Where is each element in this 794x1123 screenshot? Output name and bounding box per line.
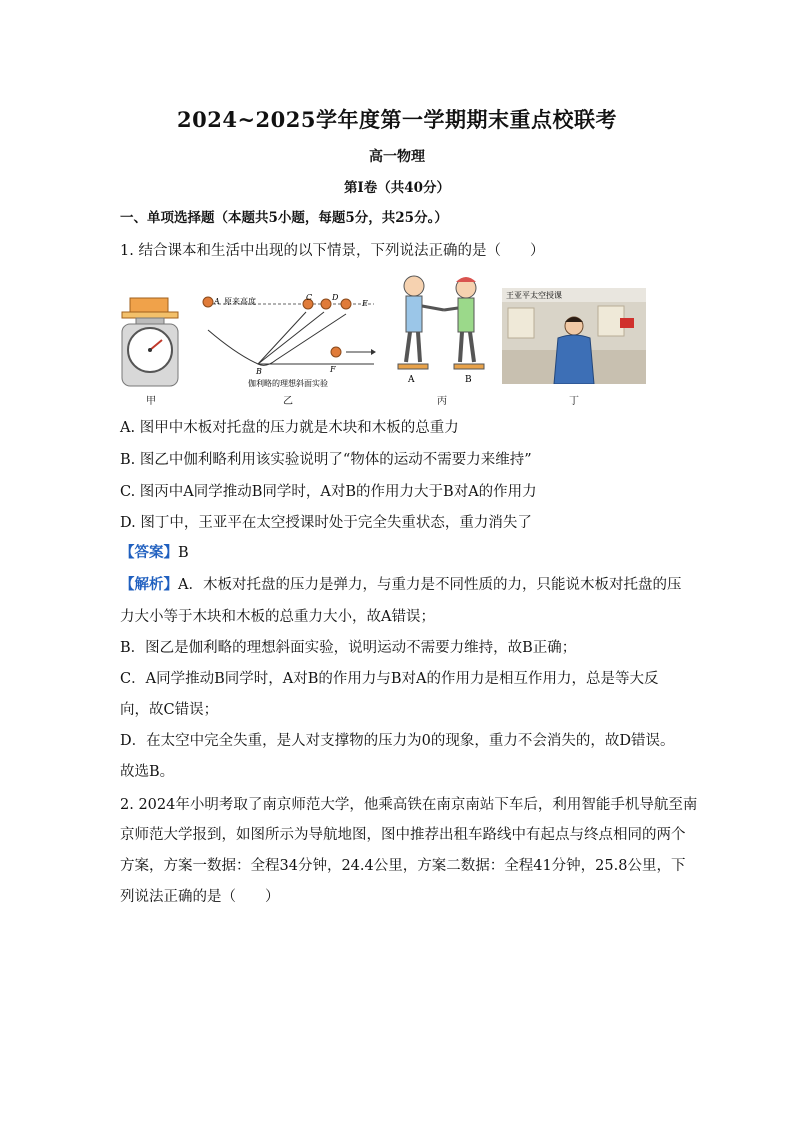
answer-line — [120, 541, 189, 562]
analysis-line-5: 向，故C错误； — [120, 702, 219, 718]
label-c: C — [306, 294, 313, 302]
analysis-line-2: 力大小等于木块和木板的总重力大小，故A错误； — [120, 609, 435, 625]
label-e: E — [362, 299, 368, 308]
label-b: B — [256, 367, 262, 376]
figure-space-photo — [502, 288, 646, 384]
caption-yi: 乙 — [283, 396, 293, 407]
figure-push — [392, 272, 492, 387]
label-a: A — [214, 297, 220, 306]
question-2-line-1: 2. 2024年小明考取了南京师范大学，他乘高铁在南京南站下车后，利用智能手机导航至南 — [120, 797, 698, 813]
question-1-stem: 1. 结合课本和生活中出现的以下情景，下列说法正确的是（ ） — [120, 243, 545, 259]
option-a: A. 图甲中木板对托盘的压力就是木块和木板的总重力 — [120, 420, 459, 436]
exam-title: 2024~2025学年度第一学期期末重点校联考 — [177, 107, 617, 132]
label-d: D — [332, 294, 339, 302]
flag — [620, 318, 634, 328]
skateboard-a — [398, 364, 428, 369]
analysis-line-3: B．图乙是伽利略的理想斜面实验，说明运动不需要力维持，故B正确； — [120, 640, 577, 656]
option-d: D. 图丁中，王亚平在太空授课时处于完全失重状态，重力消失了 — [120, 515, 532, 531]
person-b-label: B — [465, 375, 472, 385]
analysis-line-6: D．在太空中完全失重，是人对支撑物的压力为0的现象，重力不会消失的，故D错误。 — [120, 733, 675, 749]
volume-label: 第I卷（共40分） — [343, 180, 451, 196]
exam-subject: 高一物理 — [369, 149, 425, 165]
skateboard-b — [454, 364, 484, 369]
question-2-line-2: 京师范大学报到，如图所示为导航地图，图中推荐出租车路线中有起点与终点相同的两个 — [120, 827, 686, 843]
label-original-height: 原来高度 — [224, 297, 256, 306]
analysis-line-1 — [120, 573, 681, 594]
label-f: F — [330, 365, 336, 374]
galileo-caption: 伽利略的理想斜面实验 — [248, 379, 328, 388]
option-c: C. 图丙中A同学推动B同学时，A对B的作用力大于B对A的作用力 — [120, 484, 537, 500]
answer-tag: 【答案】 — [120, 544, 178, 561]
analysis-line-4: C．A同学推动B同学时，A对B的作用力与B对A的作用力是相互作用力，总是等大反 — [120, 671, 659, 687]
caption-jia: 甲 — [146, 396, 156, 407]
astronaut — [554, 335, 594, 384]
wood-board — [122, 312, 178, 318]
section-heading: 一、单项选择题（本题共5小题，每题5分，共25分。） — [120, 210, 448, 226]
analysis-line-7: 故选B。 — [120, 764, 175, 780]
question-2-line-4: 列说法正确的是（ ） — [120, 889, 280, 905]
figure-galileo — [196, 294, 380, 389]
analysis-tag: 【解析】 — [120, 576, 178, 593]
analysis-text: A．木板对托盘的压力是弹力，与重力是不同性质的力，只能说木板对托盘的压 — [178, 577, 682, 593]
figure-scale — [116, 294, 186, 404]
person-a-head — [404, 276, 424, 296]
option-b: B. 图乙中伽利略利用该实验说明了“物体的运动不需要力来维持” — [120, 452, 532, 468]
caption-ding: 丁 — [569, 396, 579, 407]
answer-value: B — [178, 545, 189, 561]
photo-caption: 王亚平太空授课 — [506, 291, 562, 300]
person-a-label: A — [408, 375, 415, 385]
wood-block — [130, 298, 168, 312]
caption-bing: 丙 — [437, 396, 447, 407]
question-2-line-3: 方案，方案一数据：全程34分钟，24.4公里，方案二数据：全程41分钟，25.8公里，下 — [120, 858, 686, 874]
